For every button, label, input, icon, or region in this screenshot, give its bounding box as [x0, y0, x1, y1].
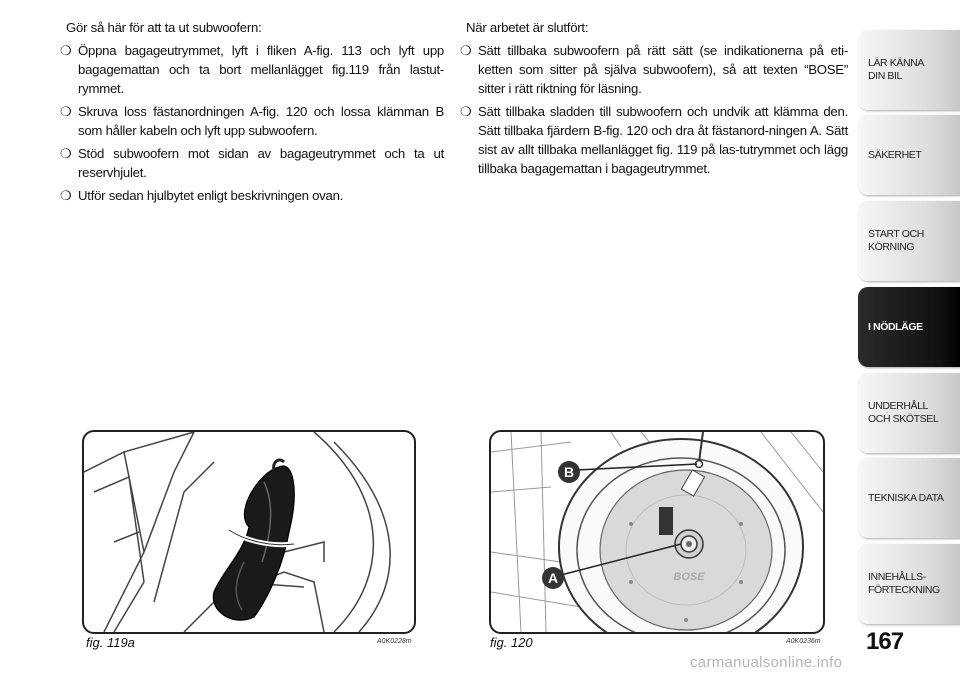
tab-underhall-och-skotsel[interactable]: UNDERHÅLL OCH SKÖTSEL [858, 373, 960, 453]
watermark: carmanualsonline.info [690, 654, 843, 671]
list-item: ❍ Skruva loss fästanordningen A-fig. 120 och lossa klämman B som håller kabeln och lyft upp subwoofern. [60, 104, 444, 138]
tab-sakerhet[interactable]: SÄKERHET [858, 115, 960, 195]
bullet-icon: ❍ [460, 104, 472, 119]
right-text-column [460, 18, 848, 182]
tab-start-och-korning[interactable]: START OCH KÖRNING [858, 201, 960, 281]
bullet-icon: ❍ [60, 104, 72, 119]
right-intro: När arbetet är slutfört: [466, 20, 589, 35]
figure-code: A0K0236m [786, 638, 821, 645]
figure-120 [489, 430, 825, 634]
list-item: ❍ Sätt tillbaka subwoofern på rätt sätt (se indikationerna på eti-ketten som sitter på själva subwoofern), så att texten “BOSE” sitter i rätt riktning för läsning. [460, 43, 848, 96]
subwoofer-bag-illustration [84, 432, 414, 632]
list-item: ❍ Utför sedan hjulbytet enligt beskrivningen ovan. [60, 188, 344, 203]
subwoofer-wheel-illustration [491, 432, 823, 632]
callout-b: B [563, 464, 575, 480]
bose-logo-text: BOSE [673, 571, 705, 583]
list-item: ❍ Öppna bagageutrymmet, lyft i fliken A-fig. 113 och lyft upp bagagemattan och ta bort mellanlägget fig.119 från lastut-rymmet. [60, 43, 444, 96]
figure-119a [82, 430, 416, 634]
page-number: 167 [866, 628, 904, 655]
tab-innehallsforteckning[interactable]: INNEHÅLLS- FÖRTECKNING [858, 544, 960, 624]
bullet-icon: ❍ [60, 43, 72, 58]
figure-caption: fig. 120 [490, 635, 533, 650]
bullet-icon: ❍ [60, 146, 72, 161]
list-item: ❍ Stöd subwoofern mot sidan av bagageutrymmet och ta ut reservhjulet. [60, 146, 444, 180]
tab-i-nodlage[interactable]: I NÖDLÄGE [858, 287, 960, 367]
left-text-column [60, 18, 444, 209]
figure-caption: fig. 119a [86, 635, 135, 650]
left-bullet-list [60, 41, 444, 205]
figure-code: A0K0228m [377, 638, 412, 645]
list-item: ❍ Sätt tillbaka sladden till subwoofern och undvik att klämma den. Sätt tillbaka fjärdern B-fig. 120 och dra åt fästanord-ningen A. Sätt sist av allt tillbaka mellanlägget fig. 119 på las-tutrymmet och lägg tillbaka bagagemattan i bagageutrymmet. [460, 104, 848, 176]
bullet-icon: ❍ [460, 43, 472, 58]
tab-lar-kanna-din-bil[interactable]: LÄR KÄNNA DIN BIL [858, 30, 960, 110]
bullet-icon: ❍ [60, 188, 72, 203]
callout-a: A [547, 570, 559, 586]
tab-tekniska-data[interactable]: TEKNISKA DATA [858, 458, 960, 538]
left-intro: Gör så här för att ta ut subwoofern: [66, 20, 262, 35]
right-bullet-list [460, 41, 848, 178]
